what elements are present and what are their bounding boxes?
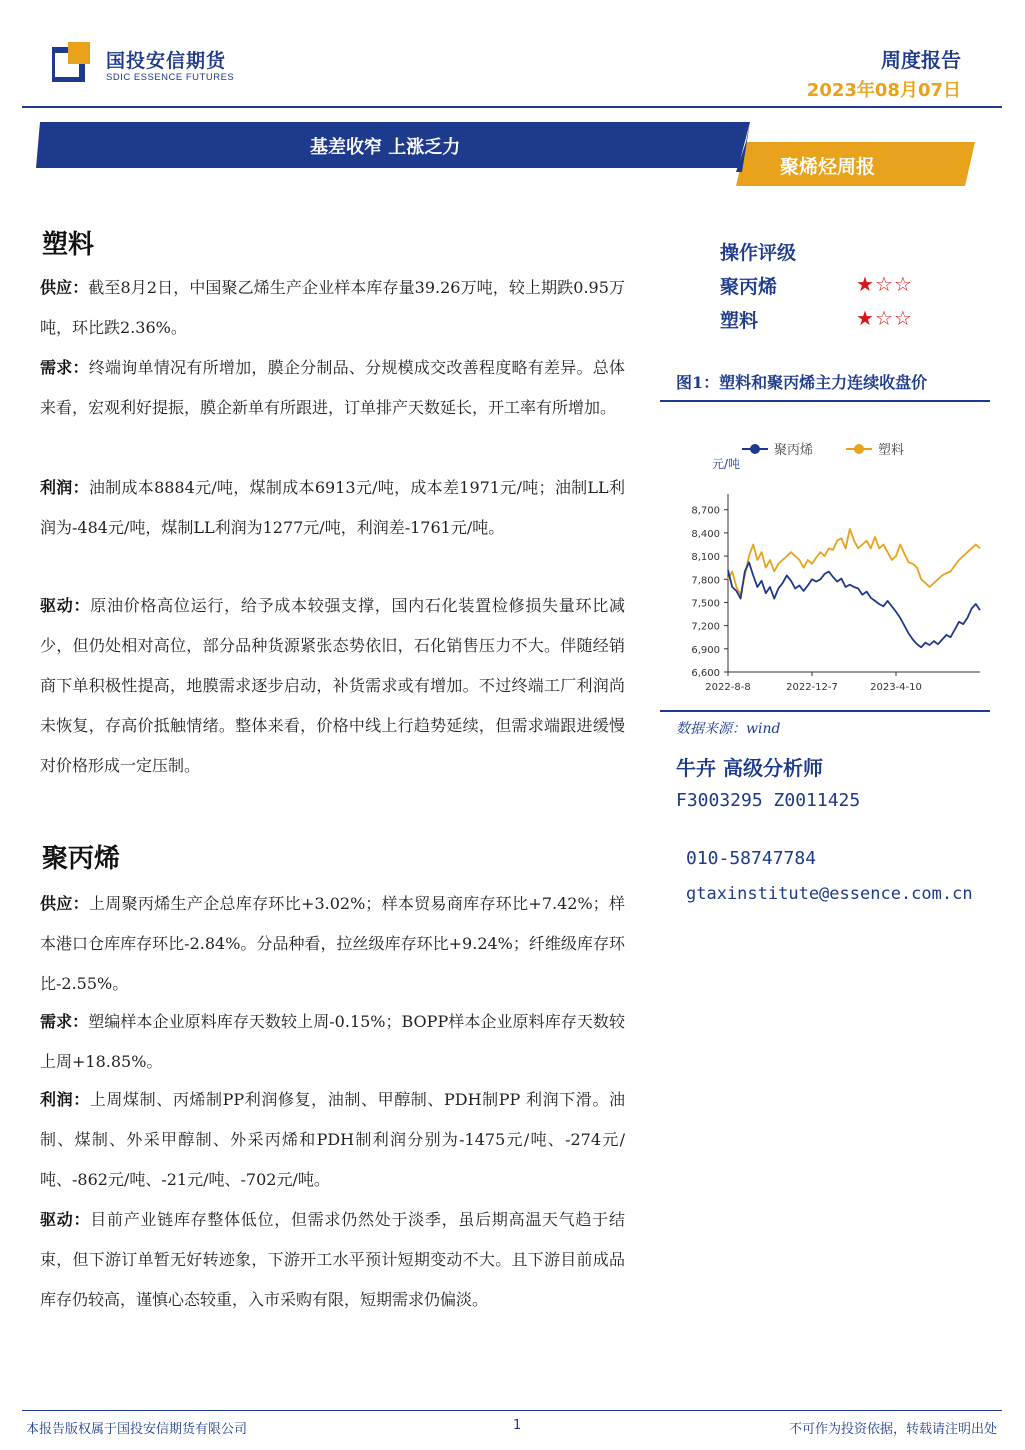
pp-profit-text: 上周煤制、丙烯制PP利润修复，油制、甲醇制、PDH制PP 利润下滑。油制、煤制、外采甲醇制、外采丙烯和PDH制利润分别为-1475元/吨、-274元/吨、-862元/吨、-21元/吨、-702元/吨。 <box>40 1090 625 1189</box>
header-divider <box>22 106 1002 108</box>
figure-bottom-rule <box>660 710 990 712</box>
plastic-supply-text: 截至8月2日，中国聚乙烯生产企业样本库存量39.26万吨，较上期跌0.95万吨，环比跌2.36%。 <box>40 278 625 337</box>
star-empty-icon: ☆ <box>874 306 894 330</box>
company-name-cn: 国投安信期货 <box>106 50 227 72</box>
report-date: 2023年08月07日 <box>806 80 961 101</box>
y-tick-label: 7,800 <box>691 575 720 587</box>
pp-profit <box>40 1080 625 1200</box>
y-tick-label: 8,700 <box>691 505 720 517</box>
y-tick-label: 8,400 <box>691 528 720 540</box>
plastic-demand-label: 需求： <box>40 358 89 377</box>
figure-title: 图1：塑料和聚丙烯主力连续收盘价 <box>676 373 928 392</box>
pp-demand-text: 塑编样本企业原料库存天数较上周-0.15%；BOPP样本企业原料库存天数较上周+18.85%。 <box>40 1012 625 1071</box>
y-tick-label: 8,100 <box>691 552 720 564</box>
plastic-driver-text: 原油价格高位运行，给予成本较强支撑，国内石化装置检修损失量环比减少，但仍处相对高位，部分品种货源紧张态势依旧，石化销售压力不大。伴随经销商下单积极性提高，地膜需求逐步启动，补货需求或有增加。不过终端工厂利润尚未恢复，存高价抵触情绪。整体来看，价格中线上行趋势延续，但需求端跟进缓慢对价格形成一定压制。 <box>40 596 625 775</box>
star-empty-icon: ☆ <box>893 272 913 296</box>
x-tick-label: 2023-4-10 <box>870 682 922 693</box>
y-tick-label: 7,500 <box>691 598 720 610</box>
legend-marker-pp <box>750 444 760 454</box>
plastic-supply <box>40 268 625 348</box>
plastic-supply-label: 供应： <box>40 278 89 297</box>
star-empty-icon: ☆ <box>874 272 894 296</box>
section-title-pp: 聚丙烯 <box>42 844 121 874</box>
rating-stars-pp <box>856 272 913 296</box>
y-tick-label: 6,600 <box>691 668 720 679</box>
footer-divider <box>22 1410 1002 1411</box>
y-axis-label: 元/吨 <box>712 457 741 471</box>
report-type: 周度报告 <box>881 48 961 72</box>
data-source: 数据来源：wind <box>676 721 781 737</box>
legend-label-pp: 聚丙烯 <box>774 443 814 458</box>
legend-marker-plastic <box>854 444 864 454</box>
plastic-driver-label: 驱动： <box>40 596 91 615</box>
rating-name-pp: 聚丙烯 <box>720 276 778 298</box>
banner-tag: 聚烯烃周报 <box>780 156 876 178</box>
rating-stars-plastic <box>856 306 913 330</box>
plastic-profit <box>40 468 625 548</box>
star-filled-icon: ★ <box>856 306 875 330</box>
pp-supply <box>40 884 625 1004</box>
footer-disclaimer: 不可作为投资依据，转载请注明出处 <box>788 1422 997 1437</box>
pp-driver-label: 驱动： <box>40 1210 91 1229</box>
pp-supply-text: 上周聚丙烯生产企总库存环比+3.02%；样本贸易商库存环比+7.42%；样本港口仓库库存环比-2.84%。分品种看，拉丝级库存环比+9.24%；纤维级库存环比-2.55%。 <box>40 894 625 993</box>
plastic-demand <box>40 348 625 428</box>
rating-name-plastic: 塑料 <box>720 310 759 332</box>
section-title-plastic: 塑料 <box>42 230 95 260</box>
x-tick-label: 2022-12-7 <box>786 682 838 693</box>
plastic-demand-text: 终端询单情况有所增加，膜企分制品、分规模成交改善程度略有差异。总体来看，宏观利好提振，膜企新单有所跟进，订单排产天数延长，开工率有所增加。 <box>40 358 625 417</box>
banner-title: 基差收窄 上涨乏力 <box>310 137 461 158</box>
pp-supply-label: 供应： <box>40 894 89 913</box>
pp-driver <box>40 1200 625 1320</box>
chart-series <box>728 529 980 647</box>
analyst-name: 牛卉 高级分析师 <box>676 756 823 780</box>
legend-label-plastic: 塑料 <box>878 443 905 458</box>
y-tick-label: 6,900 <box>691 644 720 656</box>
company-logo <box>52 42 252 88</box>
contact-email[interactable]: gtaxinstitute@essence.com.cn <box>686 884 973 904</box>
footer-copyright: 本报告版权属于国投安信期货有限公司 <box>26 1422 248 1437</box>
pp-demand-label: 需求： <box>40 1012 89 1031</box>
x-tick-label: 2022-8-8 <box>705 682 751 693</box>
contact-phone: 010-58747784 <box>686 848 817 869</box>
company-name-en: SDIC ESSENCE FUTURES <box>106 72 235 83</box>
chart-axes <box>691 494 980 693</box>
chart-legend <box>742 442 904 458</box>
price-line-chart <box>660 420 990 710</box>
star-empty-icon: ☆ <box>893 306 913 330</box>
analyst-license: F3003295 Z0011425 <box>676 790 861 811</box>
y-tick-label: 7,200 <box>691 621 720 633</box>
pp-demand <box>40 1002 625 1082</box>
plastic-driver <box>40 586 625 786</box>
pp-profit-label: 利润： <box>40 1090 90 1109</box>
figure-top-rule <box>660 400 990 402</box>
star-filled-icon: ★ <box>856 272 875 296</box>
rating-title: 操作评级 <box>720 242 797 264</box>
logo-mark-icon <box>52 42 92 82</box>
series-line-plastic <box>728 529 980 595</box>
pp-driver-text: 目前产业链库存整体低位，但需求仍然处于淡季，虽后期高温天气趋于结束，但下游订单暂无好转迹象，下游开工水平预计短期变动不大。且下游目前成品库存仍较高，谨慎心态较重，入市采购有限，短期需求仍偏淡。 <box>40 1210 625 1309</box>
page-number: 1 <box>513 1418 522 1433</box>
plastic-profit-text: 油制成本8884元/吨，煤制成本6913元/吨，成本差1971元/吨；油制LL利润为-484元/吨，煤制LL利润为1277元/吨，利润差-1761元/吨。 <box>40 478 625 537</box>
plastic-profit-label: 利润： <box>40 478 89 497</box>
